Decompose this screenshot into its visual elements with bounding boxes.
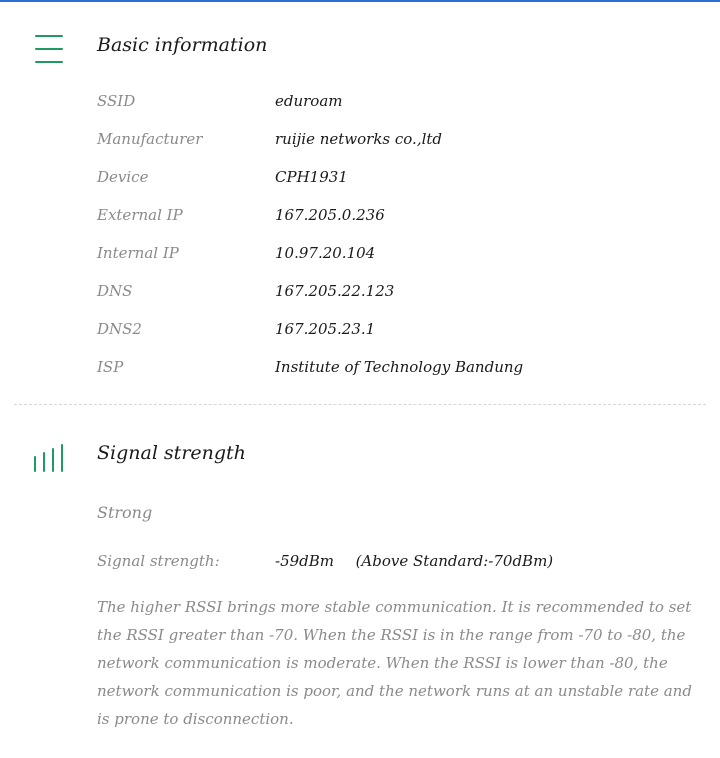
info-value: CPH1931 xyxy=(275,168,348,186)
info-row-device xyxy=(97,158,697,196)
info-value: 167.205.22.123 xyxy=(275,282,395,300)
info-row-manufacturer xyxy=(97,120,697,158)
info-row-dns2 xyxy=(97,310,697,348)
info-label: DNS xyxy=(97,282,133,300)
info-value: Institute of Technology Bandung xyxy=(275,358,524,376)
info-label: Manufacturer xyxy=(97,130,203,148)
signal-strength-value xyxy=(275,546,553,576)
info-row-dns xyxy=(97,272,697,310)
signal-bars-icon xyxy=(34,444,66,472)
info-value: 167.205.0.236 xyxy=(275,206,385,224)
info-label: DNS2 xyxy=(97,320,142,338)
info-label: SSID xyxy=(97,92,136,110)
signal-dbm-value: -59dBm xyxy=(275,552,335,570)
info-row-internal-ip xyxy=(97,234,697,272)
signal-standard-text: (Above Standard:-70dBm) xyxy=(355,552,554,570)
info-label: External IP xyxy=(97,206,183,224)
menu-icon xyxy=(35,35,63,65)
signal-description: The higher RSSI brings more stable communication. It is recommended to set the RSSI greater than -70. When the RSSI is in the range from -70 to -80, the network communication is moderate. When the RSSI is lower than -80, the network communication is poor, and the network runs at an unstable rate and is prone to disconnection. xyxy=(97,598,692,728)
info-row-isp xyxy=(97,348,697,386)
info-value: ruijie networks co.,ltd xyxy=(275,130,443,148)
info-value: 10.97.20.104 xyxy=(275,244,376,262)
info-label: Device xyxy=(97,168,149,186)
section-divider xyxy=(14,404,706,405)
top-border xyxy=(0,0,720,2)
signal-strength-title: Signal strength xyxy=(97,442,246,464)
basic-information-title: Basic information xyxy=(97,34,268,56)
info-value: 167.205.23.1 xyxy=(275,320,376,338)
signal-strength-label: Signal strength: xyxy=(97,552,220,570)
info-row-external-ip xyxy=(97,196,697,234)
info-label: ISP xyxy=(97,358,124,376)
info-label: Internal IP xyxy=(97,244,179,262)
signal-strength-row xyxy=(97,546,697,576)
info-value: eduroam xyxy=(275,92,343,110)
signal-level-text: Strong xyxy=(97,503,153,522)
info-row-ssid xyxy=(97,82,697,120)
